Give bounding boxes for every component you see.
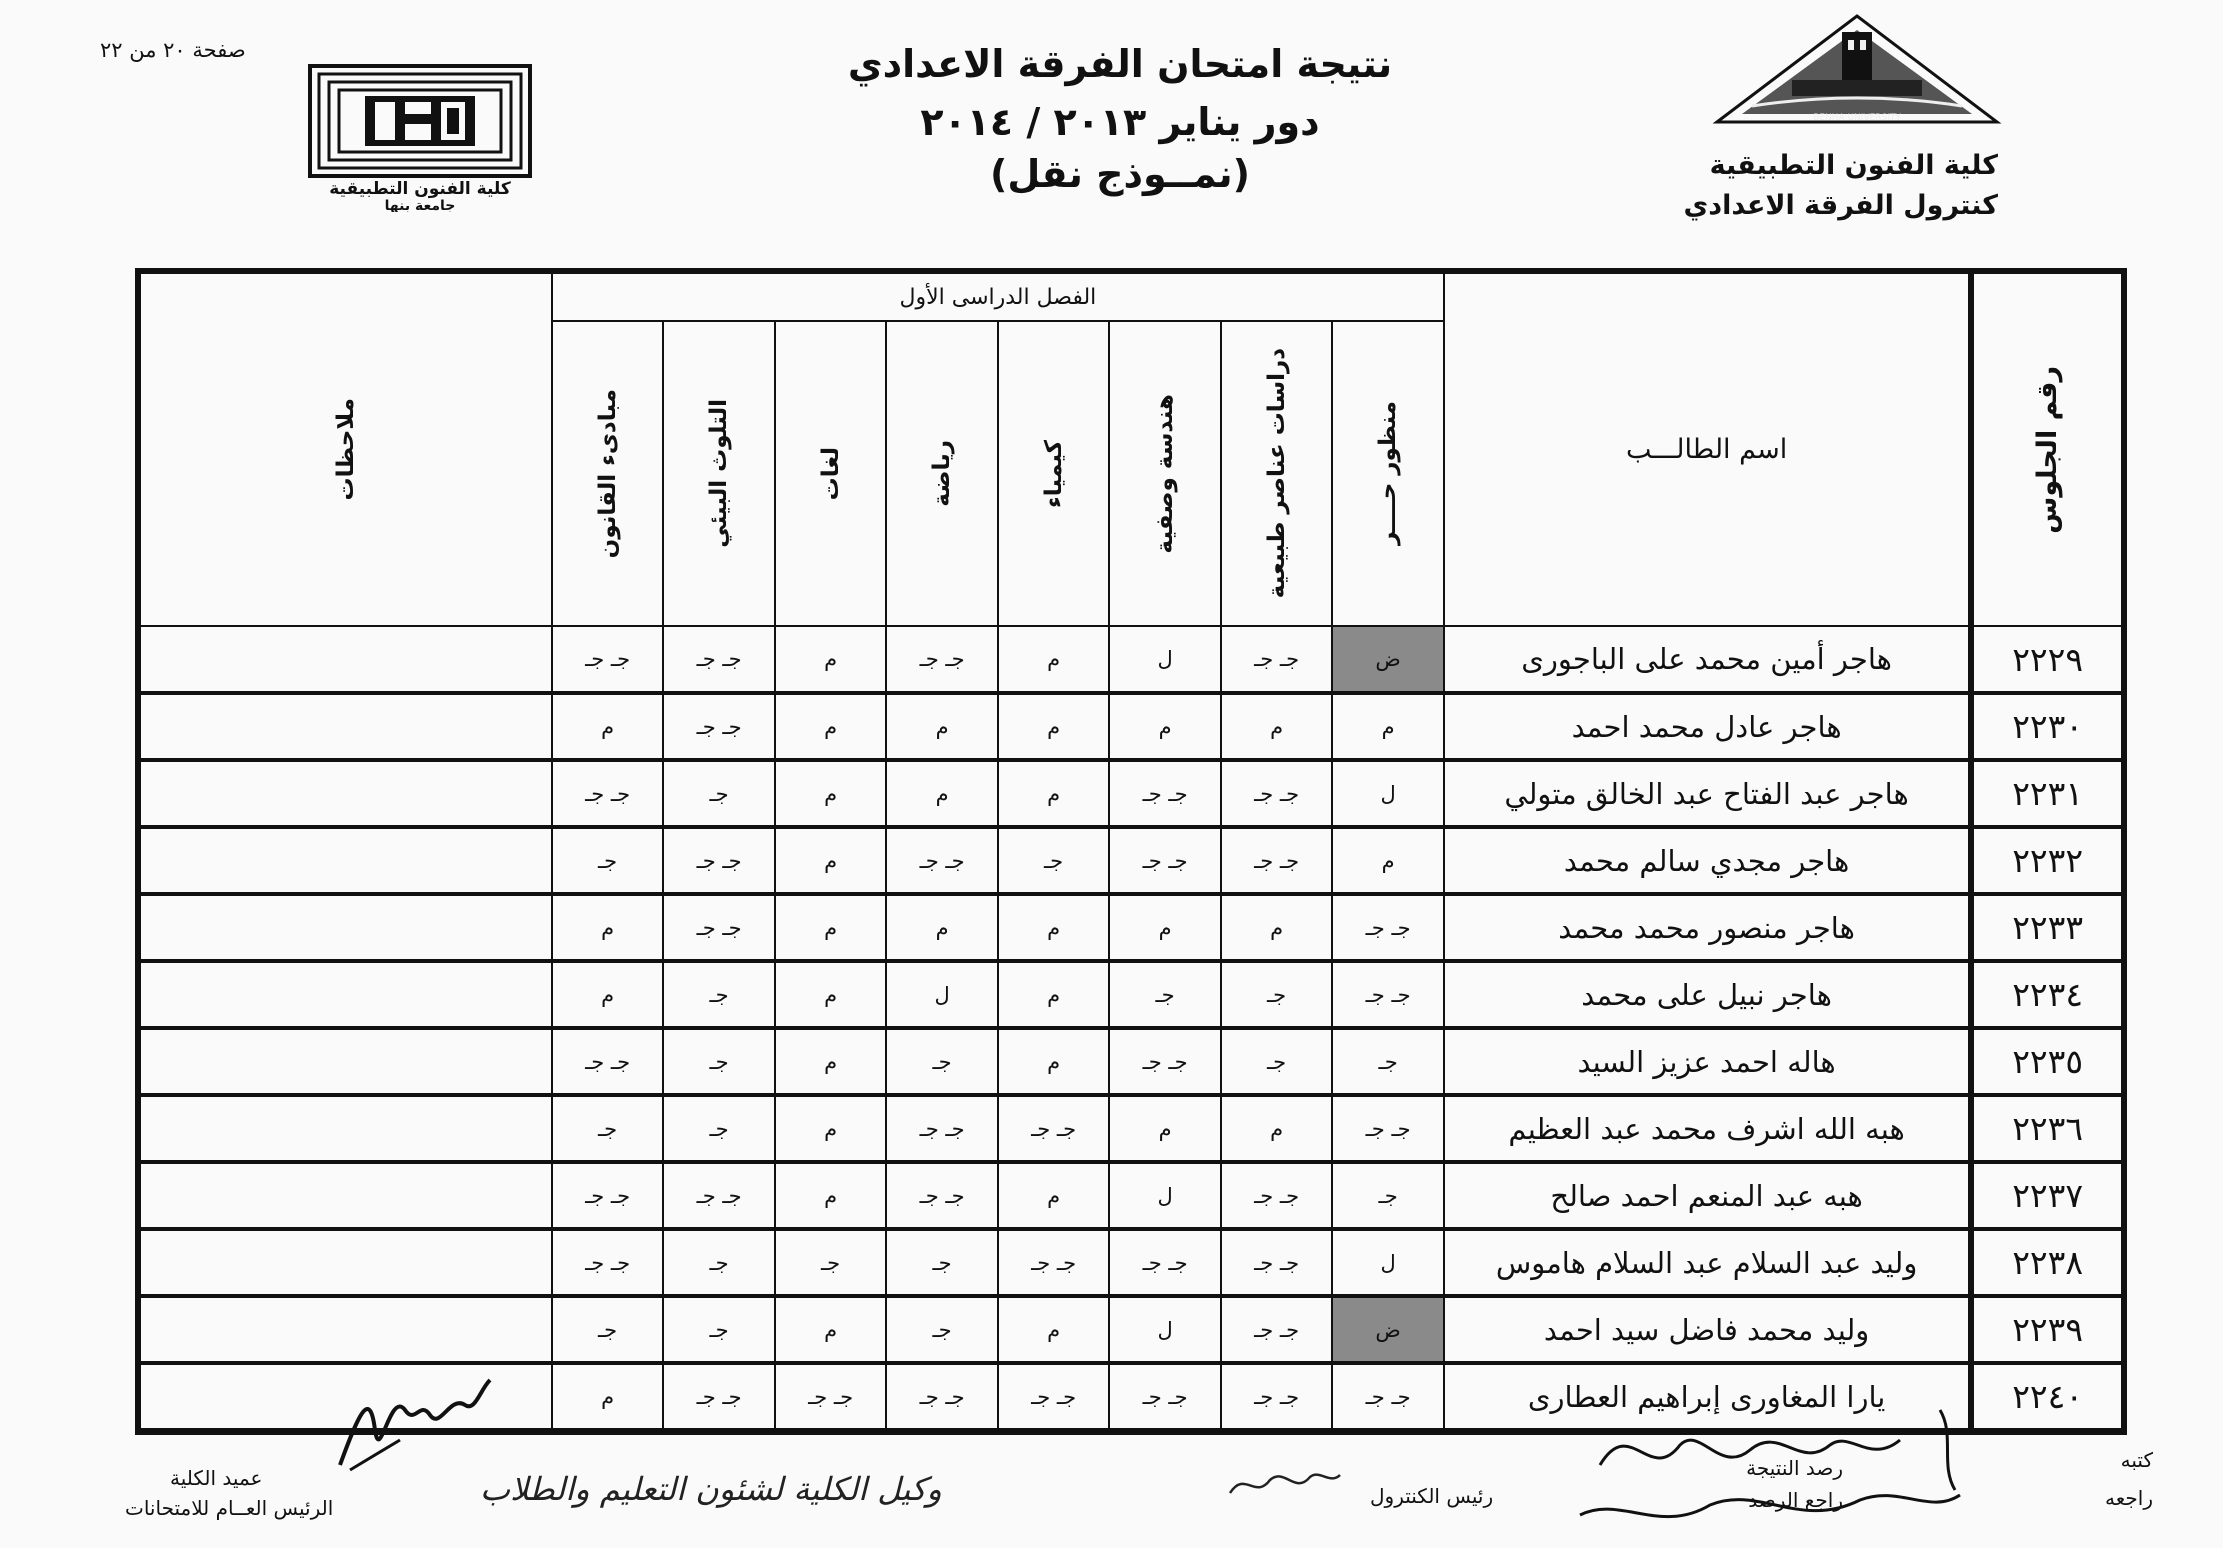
seat-number: ٢٢٣١ [1971, 760, 2122, 827]
grade-cell: جـ [1221, 961, 1333, 1028]
page-title: نتيجة امتحان الفرقة الاعدادي [847, 42, 1393, 86]
notes-cell [140, 1229, 552, 1296]
seat-number: ٢٢٣٧ [1971, 1162, 2122, 1229]
table-row [140, 961, 2122, 1028]
notes-cell [140, 961, 552, 1028]
grade-cell: م [998, 1028, 1110, 1095]
grade-cell: جـ [1221, 1028, 1333, 1095]
grade-cell: جـ جـ [663, 626, 775, 693]
grade-cell: جـ جـ [663, 693, 775, 760]
form-type: (نمــوذج نقل) [990, 152, 1250, 196]
student-name: وليد عبد السلام عبد السلام هاموس [1444, 1229, 1971, 1296]
seat-number: ٢٢٣٠ [1971, 693, 2122, 760]
grade-cell: ل [1332, 1229, 1444, 1296]
grade-cell: جـ [663, 1028, 775, 1095]
seat-number: ٢٢٣٢ [1971, 827, 2122, 894]
grade-cell: جـ جـ [663, 1363, 775, 1430]
grade-cell: جـ [886, 1296, 998, 1363]
grade-cell: ض [1332, 1296, 1444, 1363]
grade-cell: م [775, 961, 887, 1028]
grade-cell: جـ جـ [552, 1162, 664, 1229]
grade-cell: جـ جـ [886, 1095, 998, 1162]
grade-cell: جـ جـ [552, 626, 664, 693]
subject-header: مبادىء القانون [552, 321, 664, 626]
notes-cell [140, 693, 552, 760]
student-name: وليد محمد فاضل سيد احمد [1444, 1296, 1971, 1363]
subject-header: لغات [775, 321, 887, 626]
grade-cell: م [552, 1363, 664, 1430]
grade-cell: جـ جـ [552, 760, 664, 827]
grade-cell: ل [886, 961, 998, 1028]
grade-cell: جـ جـ [998, 1363, 1110, 1430]
dean-label: عميد الكلية [170, 1466, 263, 1490]
grade-cell: م [775, 693, 887, 760]
results-grid [139, 272, 2123, 1432]
page-number: صفحة ٢٠ من ٢٢ [100, 38, 246, 62]
grade-cell: جـ جـ [1109, 1028, 1221, 1095]
seat-number: ٢٢٣٩ [1971, 1296, 2122, 1363]
control-name: كنترول الفرقة الاعدادي [1683, 190, 1998, 221]
seat-number: ٢٢٣٦ [1971, 1095, 2122, 1162]
grade-cell: جـ جـ [1109, 760, 1221, 827]
notes-cell [140, 827, 552, 894]
grade-cell: جـ جـ [1221, 1296, 1333, 1363]
table-row [140, 1028, 2122, 1095]
grade-cell: جـ جـ [886, 1363, 998, 1430]
grade-cell: م [998, 760, 1110, 827]
grade-cell: جـ جـ [1221, 1363, 1333, 1430]
grade-cell: جـ جـ [663, 1162, 775, 1229]
exams-head-label: الرئيس العــام للامتحانات [125, 1496, 334, 1520]
grade-cell: م [1221, 693, 1333, 760]
grade-cell: جـ [886, 1028, 998, 1095]
student-name: هاجر منصور محمد محمد [1444, 894, 1971, 961]
student-name: يارا المغاورى إبراهيم العطارى [1444, 1363, 1971, 1430]
table-row [140, 1296, 2122, 1363]
exam-session: دور يناير ٢٠١٣ / ٢٠١٤ [920, 100, 1320, 144]
signature-mark [330, 1370, 500, 1480]
grade-cell: جـ جـ [552, 1028, 664, 1095]
grade-cell: م [886, 693, 998, 760]
grade-cell: جـ جـ [1221, 626, 1333, 693]
grade-cell: م [1109, 693, 1221, 760]
student-name: هاجر عبد الفتاح عبد الخالق متولي [1444, 760, 1971, 827]
grade-cell: جـ جـ [552, 1229, 664, 1296]
grade-cell: جـ [886, 1229, 998, 1296]
notes-cell [140, 1162, 552, 1229]
grade-cell: م [998, 1296, 1110, 1363]
grade-cell: م [998, 894, 1110, 961]
student-name: هاجر مجدي سالم محمد [1444, 827, 1971, 894]
grade-cell: م [775, 1095, 887, 1162]
grade-cell: جـ جـ [1109, 827, 1221, 894]
notes-cell [140, 1028, 552, 1095]
grade-cell: جـ [1332, 1162, 1444, 1229]
grade-cell: جـ [552, 1095, 664, 1162]
seat-number-header: رقم الجلوس [1971, 273, 2122, 626]
grade-cell: م [775, 1162, 887, 1229]
grade-cell: جـ جـ [886, 626, 998, 693]
grade-cell: م [998, 961, 1110, 1028]
table-row [140, 1229, 2122, 1296]
table-row [140, 626, 2122, 693]
student-name: هاجر أمين محمد على الباجورى [1444, 626, 1971, 693]
grade-cell: جـ جـ [1221, 760, 1333, 827]
seat-number: ٢٢٣٥ [1971, 1028, 2122, 1095]
seat-number: ٢٢٣٣ [1971, 894, 2122, 961]
grade-cell: م [552, 961, 664, 1028]
signature-mark-control [1225, 1465, 1345, 1505]
grade-cell: ل [1109, 626, 1221, 693]
grade-cell: م [775, 760, 887, 827]
grade-cell: جـ [663, 1095, 775, 1162]
grade-cell: جـ جـ [1221, 1229, 1333, 1296]
grade-cell: م [775, 1296, 887, 1363]
subject-header: هندسة وصفية [1109, 321, 1221, 626]
grade-cell: جـ [663, 760, 775, 827]
seat-number: ٢٢٣٨ [1971, 1229, 2122, 1296]
grade-cell: م [886, 894, 998, 961]
vice-dean-label: وكيل الكلية لشئون التعليم والطلاب [480, 1470, 942, 1508]
grade-cell: م [998, 1162, 1110, 1229]
grade-cell: جـ [663, 1229, 775, 1296]
grade-cell: جـ [663, 1296, 775, 1363]
subject-header: منظور حــــر [1332, 321, 1444, 626]
notes-cell [140, 1095, 552, 1162]
grade-cell: جـ [552, 1296, 664, 1363]
grade-cell: م [775, 827, 887, 894]
student-name: هاجر عادل محمد احمد [1444, 693, 1971, 760]
university-logo [1712, 10, 2002, 128]
grade-cell: جـ [998, 827, 1110, 894]
recorded-by-label: رصد النتيجة [1746, 1456, 1843, 1480]
grade-cell: م [998, 626, 1110, 693]
grade-cell: جـ جـ [1332, 961, 1444, 1028]
notes-cell [140, 894, 552, 961]
grade-cell: جـ جـ [1332, 894, 1444, 961]
faculty-logo [305, 62, 535, 212]
grade-cell: م [775, 1028, 887, 1095]
grade-cell: جـ [663, 961, 775, 1028]
semester-header: الفصل الدراسى الأول [552, 273, 1444, 321]
student-name: هاجر نبيل على محمد [1444, 961, 1971, 1028]
grade-cell: جـ جـ [775, 1363, 887, 1430]
grade-cell: جـ جـ [998, 1095, 1110, 1162]
grade-cell: جـ جـ [886, 827, 998, 894]
record-reviewer-label: راجع الرصد [1748, 1488, 1843, 1512]
notes-header: ملاحظات [140, 273, 552, 626]
faculty-logo-text-1: كلية الفنون التطبيقية [329, 179, 511, 199]
grade-cell: جـ جـ [1332, 1095, 1444, 1162]
grade-cell: جـ [1109, 961, 1221, 1028]
grade-cell: ل [1332, 760, 1444, 827]
grade-cell: جـ جـ [1109, 1229, 1221, 1296]
subject-header: التلوث البيئي [663, 321, 775, 626]
grade-cell: م [775, 626, 887, 693]
grade-cell: م [1332, 693, 1444, 760]
grade-cell: م [1109, 894, 1221, 961]
subject-header: كيمياء [998, 321, 1110, 626]
table-row [140, 894, 2122, 961]
subject-header: رياضة [886, 321, 998, 626]
grade-cell: جـ جـ [1221, 1162, 1333, 1229]
table-row [140, 1162, 2122, 1229]
grade-cell: جـ جـ [998, 1229, 1110, 1296]
table-row [140, 1095, 2122, 1162]
grade-cell: جـ جـ [886, 1162, 998, 1229]
notes-cell [140, 1296, 552, 1363]
grade-cell: م [775, 894, 887, 961]
grade-cell: ل [1109, 1296, 1221, 1363]
grade-cell: م [1221, 894, 1333, 961]
grade-cell: جـ جـ [1332, 1363, 1444, 1430]
signature-mark-reviewers [1560, 1395, 1980, 1545]
grade-cell: م [886, 760, 998, 827]
notes-cell [140, 626, 552, 693]
faculty-logo-text-2: جامعة بنها [384, 198, 456, 212]
grade-cell: جـ جـ [1109, 1363, 1221, 1430]
grade-cell: ل [1109, 1162, 1221, 1229]
grade-cell: م [1221, 1095, 1333, 1162]
institution-name: كلية الفنون التطبيقية [1709, 150, 1998, 181]
table-row [140, 693, 2122, 760]
subject-header: دراسات عناصر طبيعية [1221, 321, 1333, 626]
grade-cell: م [552, 894, 664, 961]
student-name-header: اسم الطالـــب [1444, 273, 1971, 626]
grade-cell: جـ [1332, 1028, 1444, 1095]
results-table [135, 268, 2127, 1435]
student-name: هبه عبد المنعم احمد صالح [1444, 1162, 1971, 1229]
table-row [140, 827, 2122, 894]
notes-cell [140, 760, 552, 827]
grade-cell: جـ [552, 827, 664, 894]
grade-cell: جـ [775, 1229, 887, 1296]
grade-cell: م [1109, 1095, 1221, 1162]
grade-cell: م [998, 693, 1110, 760]
student-name: هاله احمد عزيز السيد [1444, 1028, 1971, 1095]
seat-number: ٢٢٢٩ [1971, 626, 2122, 693]
grade-cell: ض [1332, 626, 1444, 693]
seat-number: ٢٢٣٤ [1971, 961, 2122, 1028]
grade-cell: م [552, 693, 664, 760]
reviewed-by-label: راجعه [2105, 1486, 2153, 1510]
grade-cell: جـ جـ [663, 827, 775, 894]
seat-number: ٢٢٤٠ [1971, 1363, 2122, 1430]
student-name: هبه الله اشرف محمد عبد العظيم [1444, 1095, 1971, 1162]
grade-cell: م [1332, 827, 1444, 894]
table-row [140, 760, 2122, 827]
grade-cell: جـ جـ [663, 894, 775, 961]
control-head-label: رئيس الكنترول [1370, 1484, 1494, 1508]
university-logo-text: BENHA UNIVERSITY [1813, 113, 1901, 123]
written-by-label: كتبه [2120, 1448, 2153, 1472]
grade-cell: جـ جـ [1221, 827, 1333, 894]
